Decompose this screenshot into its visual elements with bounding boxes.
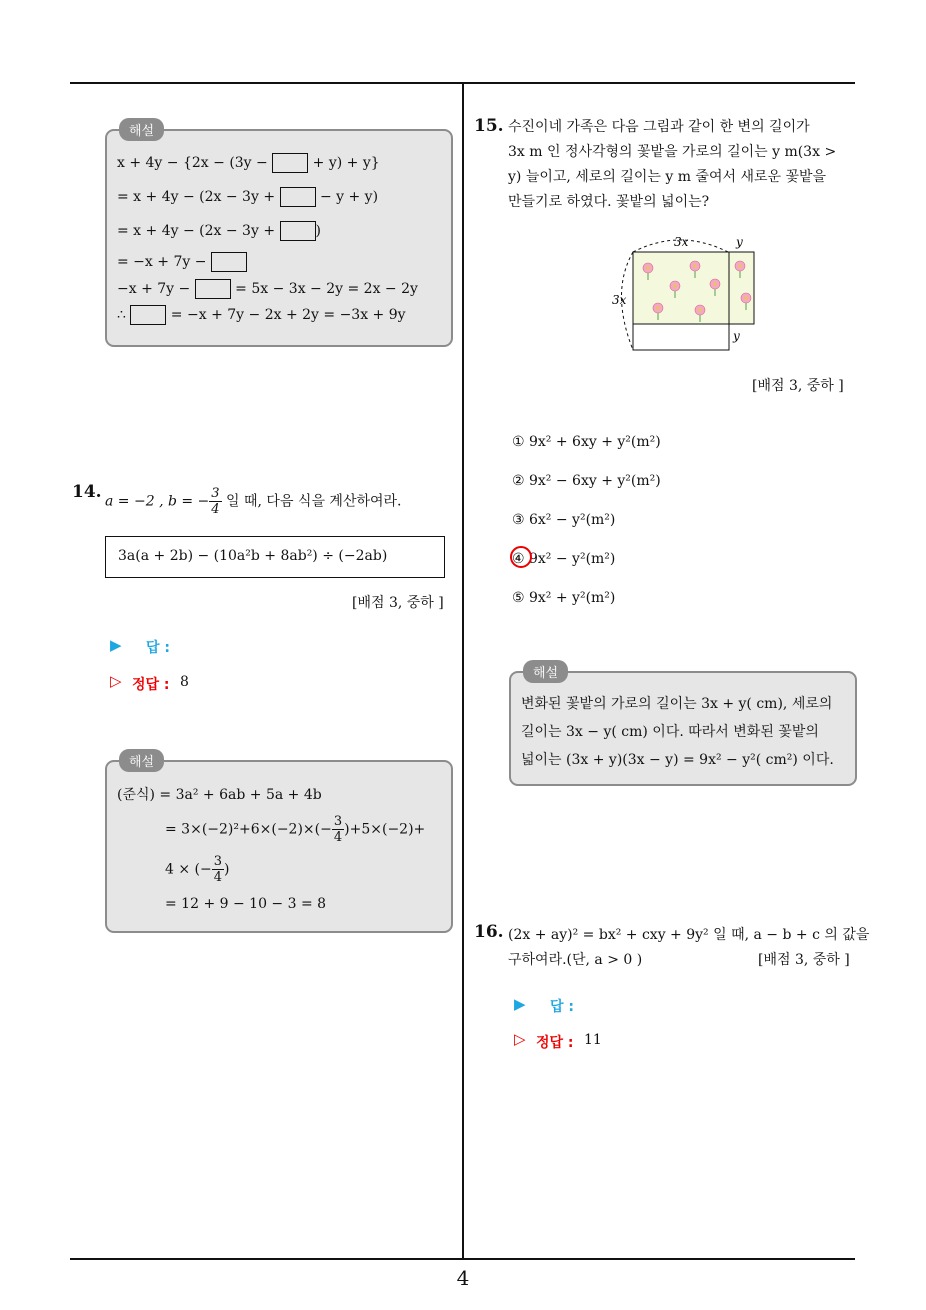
q14-correct-arrow-icon: ▷ [110, 672, 122, 690]
q15-score: [배점 3, 중하 ] [752, 378, 844, 394]
fraction: $\frac{3}{4}$ [213, 854, 223, 885]
q15-option-4[interactable]: ④ 9x² − y²(m²) [512, 551, 616, 567]
q14-correct-label: 정답 : [132, 677, 170, 693]
q16-answer-label: 답 : [550, 999, 574, 1015]
q14-sol-line-1: (준식) = 3a² + 6ab + 5a + 4b [117, 787, 322, 803]
fig-top-label: 3x [674, 235, 689, 249]
q15-option-1[interactable]: ① 9x² + 6xy + y²(m²) [512, 434, 661, 450]
page-number: 4 [456, 1266, 470, 1290]
blank-box [195, 279, 231, 299]
q16-correct-value: 11 [584, 1032, 602, 1048]
blank-box [280, 221, 316, 241]
q14-sol-line-4: = 12 + 9 − 10 − 3 = 8 [165, 896, 327, 912]
q16-correct-label: 정답 : [536, 1035, 574, 1051]
q16-text-line-2: 구하여라.(단, a > 0 ) [508, 952, 643, 968]
q14-sol-line-3: 4 × (− $\frac{3}{4}$ ) [165, 854, 230, 885]
q13-line-1: x + 4y − {2x − (3y − + y) + y} [117, 155, 380, 171]
q15-sol-line-3: 넓이는 (3x + y)(3x − y) = 9x² − y²( cm²) 이다. [521, 752, 834, 768]
selected-answer-circle-icon [510, 546, 532, 568]
fig-right-top-label: y [736, 235, 743, 249]
solution-tag: 해설 [119, 118, 164, 141]
q15-option-3[interactable]: ③ 6x² − y²(m²) [512, 512, 616, 528]
bottom-rule [70, 1258, 855, 1260]
q15-number: 15. [474, 116, 504, 136]
q13-line-4: = −x + 7y − [117, 252, 247, 272]
fig-right-bottom-label: y [733, 329, 740, 343]
blank-box [211, 252, 247, 272]
q16-answer-arrow-icon: ▶ [514, 995, 526, 1013]
q15-sol-line-1: 변화된 꽃밭의 가로의 길이는 3x + y( cm), 세로의 [521, 696, 833, 712]
q16-score: [배점 3, 중하 ] [758, 952, 850, 968]
blank-box [272, 153, 308, 173]
q16-number: 16. [474, 922, 504, 942]
q14-fraction: $\frac{3}{4}$ [211, 486, 220, 517]
q15-text: 수진이네 가족은 다음 그림과 같이 한 변의 길이가 3x m 인 정사각형의 꽃밭을 가로의 길이는 y m(3x > y) 늘이고, 세로의 길이는 y m 줄여서 새로운 꽃밭을 만들기로 하였다. 꽃밭의 넓이는? [508, 119, 837, 210]
q15-garden-figure [600, 232, 770, 360]
q13-line-2: = x + 4y − (2x − 3y + − y + y) [117, 189, 379, 205]
q14-answer-arrow-icon: ▶ [110, 636, 122, 654]
q14-answer-label: 답 : [146, 640, 170, 656]
q15-option-5[interactable]: ⑤ 9x² + y²(m²) [512, 590, 616, 606]
q14-sol-line-2: = 3×(−2)²+6×(−2)×(− $\frac{3}{4}$ )+5×(−2)+ [165, 814, 426, 845]
q14-condition: a = −2 , b = − $\frac{3}{4}$ 일 때, 다음 식을 계산하여라. [105, 486, 402, 517]
q13-line-6: ∴ = −x + 7y − 2x + 2y = −3x + 9y [117, 307, 406, 323]
q13-solution-box [105, 124, 453, 347]
removed-strip [633, 324, 729, 350]
q15-sol-line-2: 길이는 3x − y( cm) 이다. 따라서 변화된 꽃밭의 [521, 724, 819, 740]
q14-expression: 3a(a + 2b) − (10a²b + 8ab²) ÷ (−2ab) [118, 548, 388, 564]
blank-box [280, 187, 316, 207]
q15-option-2[interactable]: ② 9x² − 6xy + y²(m²) [512, 473, 661, 489]
fig-left-label: 3x [612, 293, 627, 307]
fraction: $\frac{3}{4}$ [333, 814, 343, 845]
column-divider [462, 83, 464, 1259]
solution-tag: 해설 [119, 749, 164, 772]
blank-box [130, 305, 166, 325]
q14-solution-box [105, 755, 453, 933]
q14-score: [배점 3, 중하 ] [352, 595, 444, 611]
q14-expression-frame [105, 536, 445, 578]
q15-solution-box [509, 666, 857, 786]
q14-correct-value: 8 [180, 674, 189, 690]
solution-tag: 해설 [523, 660, 568, 683]
q13-line-5: −x + 7y − = 5x − 3x − 2y = 2x − 2y [117, 281, 418, 297]
q14-number: 14. [72, 482, 102, 502]
q16-text-line-1: (2x + ay)² = bx² + cxy + 9y² 일 때, a − b + c 의 값을 [508, 927, 870, 943]
q13-line-3: = x + 4y − (2x − 3y + ) [117, 223, 321, 239]
q16-correct-arrow-icon: ▷ [514, 1030, 526, 1048]
